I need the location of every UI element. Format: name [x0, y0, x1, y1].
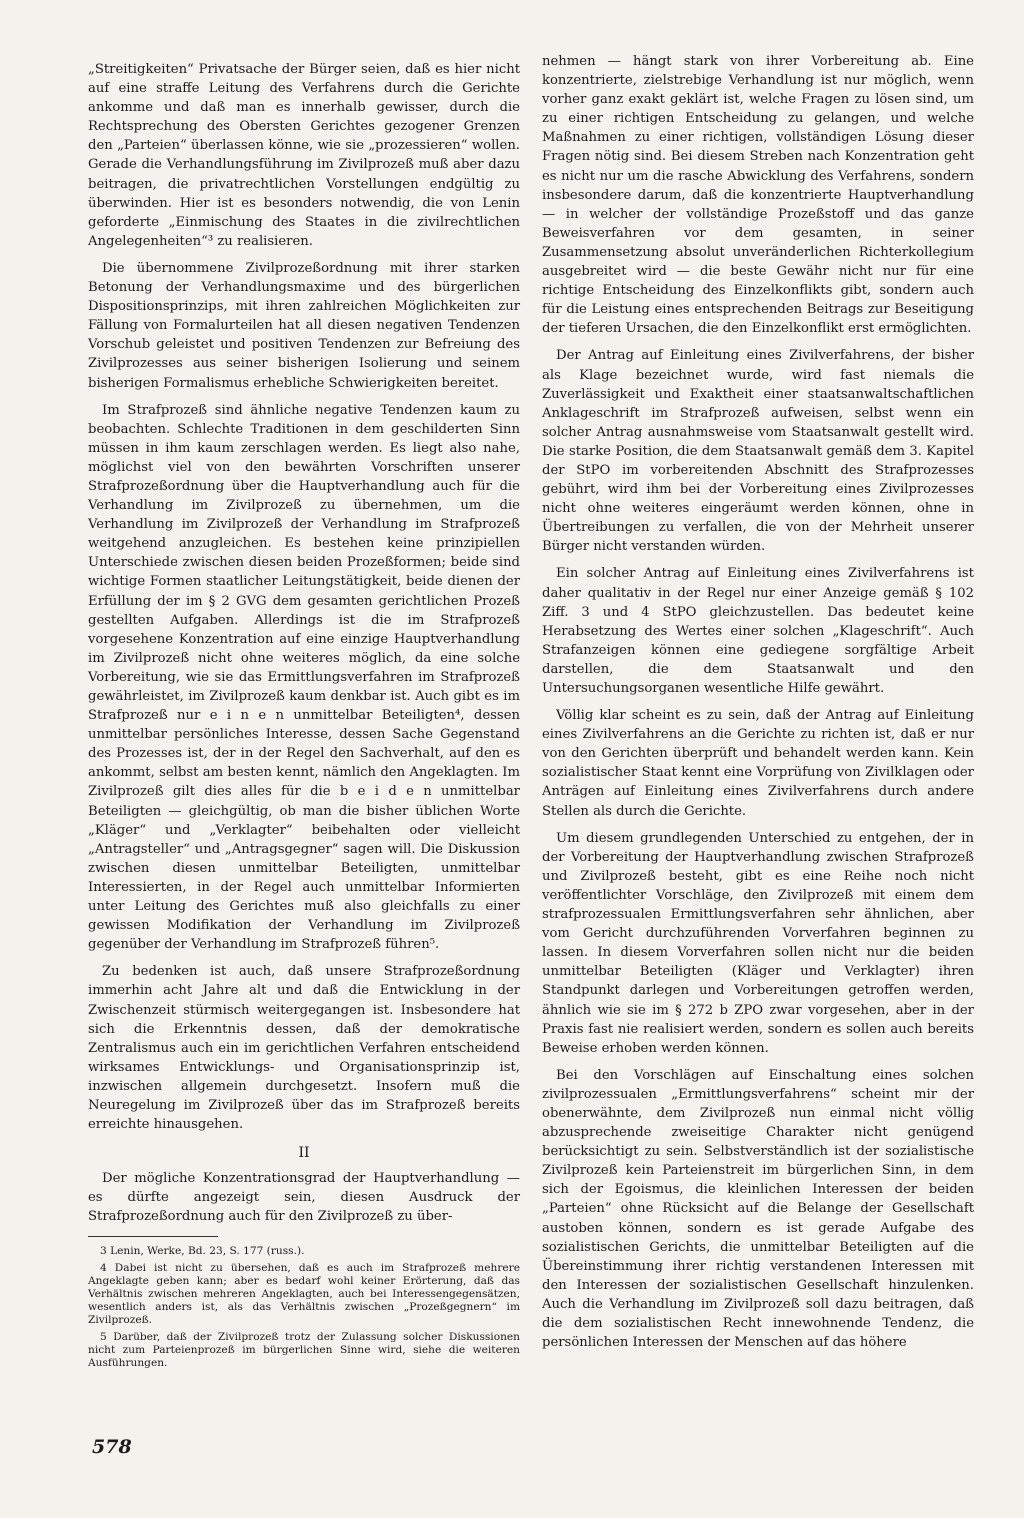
- footnote: 4 Dabei ist nicht zu übersehen, daß es auch im Strafprozeß mehrere Angeklagte geben kann; aber es bedarf wohl keiner Erörterung, daß das Verhältnis zwischen mehreren Angeklagten, auch bei Interessengegensätzen, wesentlich anders ist, als das Verhältnis zwischen „Prozeßgegnern“ im Zivilprozeß.: [88, 1261, 520, 1327]
- paragraph: Im Strafprozeß sind ähnliche negative Tendenzen kaum zu beobachten. Schlechte Traditionen in dem geschilderten Sinn müssen in ihm kaum zerschlagen werden. Es liegt also nahe, möglichst viel von den bewährten Vorschriften unserer Strafprozeßordnung über die Hauptverhandlung auch für die Verhandlung im Zivilprozeß zu übernehmen, um die Verhandlung im Zivilprozeß der Verhandlung im Strafprozeß weitgehend anzugleichen. Es bestehen keine prinzipiellen Unterschiede zwischen diesen beiden Prozeßformen; beide sind wichtige Formen staatlicher Leitungstätigkeit, beide dienen der Erfüllung der im § 2 GVG dem gesamten gerichtlichen Prozeß gestellten Aufgaben. Allerdings ist die im Strafprozeß vorgesehene Konzentration auf eine einzige Hauptverhandlung im Zivilprozeß nicht ohne weiteres möglich, da eine solche Vorbereitung, wie sie das Ermittlungsverfahren im Strafprozeß gewährleistet, im Zivilprozeß kaum denkbar ist. Auch gibt es im Strafprozeß nur e i n e n unmittelbar Beteiligten⁴, dessen unmittelbar persönliches Interesse, dessen Sache Gegenstand des Prozesses ist, der in der Regel den Sachverhalt, auf den es ankommt, selbst am besten kennt, nämlich den Angeklagten. Im Zivilprozeß gilt dies alles für die b e i d e n unmittelbar Beteiligten — gleichgültig, ob man die bisher üblichen Worte „Kläger“ und „Verklagter“ beibehalten oder vielleicht „Antragsteller“ und „Antragsgegner“ sagen will. Die Diskussion zwischen diesen unmittelbar Beteiligten, unmittelbar Interessierten, in der Regel auch unmittelbar Informierten unter Leitung des Gerichtes muß also gleichfalls zu einer gewissen Modifikation der Verhandlung im Zivilprozeß gegenüber der Verhandlung im Strafprozeß führen⁵.: [88, 402, 520, 953]
- paragraph: Ein solcher Antrag auf Einleitung eines Zivilverfahrens ist daher qualitativ in der Regel nur einer Anzeige gemäß § 102 Ziff. 3 und 4 StPO gleichzustellen. Das bedeutet keine Herabsetzung des Wertes einer solchen „Klageschrift“. Auch Strafanzeigen können eine gediegene sorgfältige Arbeit darstellen, die dem Staatsanwalt und den Untersuchungsorganen wesentliche Hilfe gewährt.: [542, 566, 974, 696]
- left-column: [88, 60, 520, 1373]
- footnote-divider: [88, 1236, 218, 1237]
- paragraph: nehmen — hängt stark von ihrer Vorbereitung ab. Eine konzentrierte, zielstrebige Verhandlung ist nur möglich, wenn vorher ganz exakt geklärt ist, welche Fragen zu lösen sind, um zu einer richtigen Entscheidung zu gelangen, und welche Maßnahmen zu einer richtigen, vollständigen Lösung dieser Fragen nötig sind. Bei diesem Streben nach Konzentration geht es nicht nur um die rasche Abwicklung des Verfahrens, sondern insbesondere darum, daß die konzentrierte Hauptverhandlung — in welcher der vollständige Prozeßstoff und das ganze Beweisverfahren vor dem gesamten, in seiner Zusammensetzung absolut unveränderlichen Richterkollegium ausgebreitet wird — die beste Gewähr nicht nur für eine richtige Entscheidung des Einzelkonflikts gibt, sondern auch für die Leistung eines entsprechenden Beitrags zur Beseitigung der tieferen Ursachen, die den Einzelkonflikt erst ermöglichten.: [542, 54, 974, 337]
- page-number: 578: [92, 1436, 132, 1458]
- paragraph: Der mögliche Konzentrationsgrad der Hauptverhandlung — es dürfte angezeigt sein, diesen Ausdruck der Strafprozeßordnung auch für den Zivilprozeß zu über-: [88, 1171, 520, 1225]
- section-heading: II: [298, 1145, 310, 1162]
- paragraph: Der Antrag auf Einleitung eines Zivilverfahrens, der bisher als Klage bezeichnet wurde, wird fast niemals die Zuverlässigkeit und Exaktheit einer staatsanwaltschaftlichen Anklageschrift im Strafprozeß aufweisen, selbst wenn ein solcher Antrag ausnahmsweise vom Staatsanwalt gestellt wird. Die starke Position, die dem Staatsanwalt gemäß dem 3. Kapitel der StPO im vorbereitenden Abschnitt des Strafprozesses gebührt, wird ihm bei der Vorbereitung eines Zivilprozesses nicht ohne weiteres eingeräumt werden können, ohne in Übertreibungen zu verfallen, die von der Mehrheit unserer Bürger nicht verstanden würden.: [542, 348, 974, 555]
- footnote: 3 Lenin, Werke, Bd. 23, S. 177 (russ.).: [100, 1245, 305, 1258]
- two-column-body: [88, 54, 974, 1373]
- paragraph: Die übernommene Zivilprozeßordnung mit ihrer starken Betonung der Verhandlungsmaxime und des bürgerlichen Dispositionsprinzips, mit ihren zahlreichen Möglichkeiten zur Fällung von Formalurteilen hat all diesen negativen Tendenzen Vorschub geleistet und positiven Tendenzen zur Befreiung des Zivilprozesses aus seiner bisherigen Isolierung und seinem bisherigen Formalismus erhebliche Schwierigkeiten bereitet.: [88, 260, 520, 391]
- footnote: 5 Darüber, daß der Zivilprozeß trotz der Zulassung solcher Diskussionen nicht zum Parteienprozeß im bürgerlichen Sinne wird, siehe die weiteren Ausführungen.: [88, 1330, 520, 1370]
- paragraph: Völlig klar scheint es zu sein, daß der Antrag auf Einleitung eines Zivilverfahrens an die Gerichte zu richten ist, daß er nur von den Gerichten überprüft und behandelt werden kann. Kein sozialistischer Staat kennt eine Vorprüfung von Zivilklagen oder Anträgen auf Einleitung eines Zivilverfahrens durch andere Stellen als durch die Gerichte.: [542, 708, 974, 819]
- paragraph: „Streitigkeiten“ Privatsache der Bürger seien, daß es hier nicht auf eine straffe Leitung des Verfahrens durch die Gerichte ankomme und daß man es innerhalb gewisser, durch die Rechtsprechung des Obersten Gerichtes gezogener Grenzen den „Parteien“ überlassen könne, wie sie „prozessieren“ wollen. Gerade die Verhandlungsführung im Zivilprozeß muß aber dazu beitragen, die privatrechtlichen Vorstellungen endgültig zu überwinden. Hier ist es besonders notwendig, die von Lenin geforderte „Einmischung des Staates in die zivilrechtlichen Angelegenheiten“³ zu realisieren.: [88, 62, 520, 249]
- paragraph: Um diesem grundlegenden Unterschied zu entgehen, der in der Vorbereitung der Hauptverhandlung zwischen Strafprozeß und Zivilprozeß besteht, gibt es eine Reihe noch nicht veröffentlichter Vorschläge, den Zivilprozeß mit einem dem strafprozessualen Ermittlungsverfahren sehr ähnlichen, aber vom Gericht durchzuführenden Vorverfahren beginnen zu lassen. In diesem Vorverfahren sollen nicht nur die beiden unmittelbar Beteiligten (Kläger und Verklagter) ihren Standpunkt darlegen und Vorbereitungen getroffen werden, ähnlich wie sie im § 272 b ZPO zwar vorgesehen, aber in der Praxis fast nie realisiert werden, sondern es sollen auch bereits Beweise erhoben werden können.: [542, 830, 974, 1056]
- paragraph: Bei den Vorschlägen auf Einschaltung eines solchen zivilprozessualen „Ermittlungsverfahrens“ scheint mir der obenerwähnte, dem Zivilprozeß nun einmal nicht völlig abzusprechende zweiseitige Charakter nicht genügend berücksichtigt zu sein. Selbstverständlich ist der sozialistische Zivilprozeß kein Parteienstreit im bürgerlichen Sinn, in dem sich der Egoismus, die kleinlichen Interessen der beiden „Parteien“ ohne Rücksicht auf die Belange der Gesellschaft austoben können, sondern es ist gerade Aufgabe des sozialistischen Gerichts, die unmittelbar Beteiligten auf die Übereinstimmung ihrer richtig verstandenen Interessen mit den Interessen der sozialistischen Gesellschaft hinzulenken. Auch die Verhandlung im Zivilprozeß soll dazu beitragen, daß die dem sozialistischen Recht innewohnende Tendenz, die persönlichen Interessen der Menschen auf das höhere: [542, 1067, 974, 1351]
- paragraph: Zu bedenken ist auch, daß unsere Strafprozeßordnung immerhin acht Jahre alt und daß die Entwicklung in der Zwischenzeit stürmisch weitergegangen ist. Insbesondere hat sich die Erkenntnis dessen, daß der demokratische Zentralismus auch ein im gerichtlichen Verfahren entscheidend wirksames Entwicklungs- und Organisationsprinzip ist, inzwischen allgemein durchgesetzt. Insofern muß die Neuregelung im Zivilprozeß über das im Strafprozeß bereits erreichte hinausgehen.: [88, 964, 520, 1133]
- right-column: [542, 52, 974, 1373]
